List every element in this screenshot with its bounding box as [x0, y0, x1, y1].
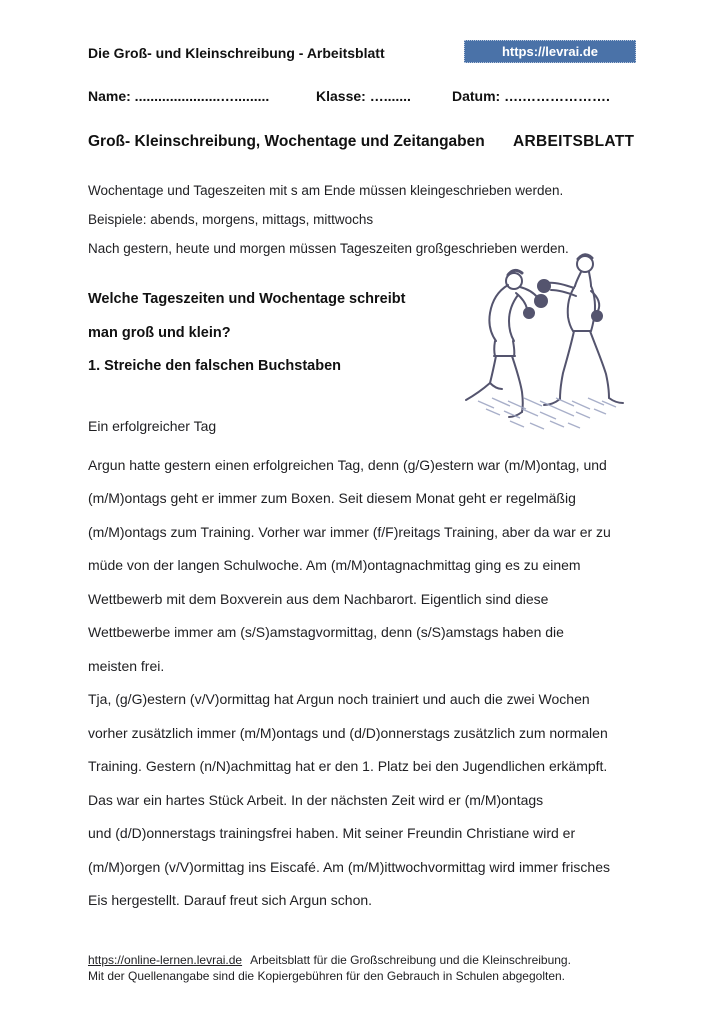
story-paragraph-2 [88, 683, 611, 918]
site-link-button[interactable]: https://levrai.de [464, 40, 636, 63]
story-line: Argun hatte gestern einen erfolgreichen Tag, denn (g/G)estern war (m/M)ontag, und [88, 456, 607, 473]
footer-line-2: Mit der Quellenangabe sind die Kopiergebühren für den Gebrauch in Schulen abgegolten. [88, 968, 565, 983]
intro-rules [88, 176, 569, 263]
story-line: und (d/D)onnerstags trainingsfrei haben. Mit seiner Freundin Christiane wird er [88, 825, 576, 841]
intro-example-line: Beispiele: abends, morgens, mittags, mittwochs [88, 212, 374, 227]
story-line: Wettbewerbe immer am (s/S)amstagvormittag, denn (s/S)amstags haben die [88, 624, 564, 640]
story-line: müde von der langen Schulwoche. Am (m/M)ontagnachmittag ging es zu einem [88, 557, 581, 573]
story-line: Wettbewerb mit dem Boxverein aus dem Nachbarort. Eigentlich sind diese [88, 590, 549, 607]
klasse-field: Klasse: …....... [316, 88, 411, 104]
name-field: Name: ......................…......... [88, 88, 270, 104]
footer-link[interactable]: https://online-lernen.levrai.de [88, 953, 243, 967]
story-line: (m/M)orgen (v/V)ormittag ins Eiscafé. Am (m/M)ittwochvormittag wird immer frisches [88, 858, 610, 875]
story-line: (m/M)ontags geht er immer zum Boxen. Seit diesem Monat geht er regelmäßig [88, 490, 576, 506]
footer [88, 953, 571, 984]
intro-rule-line: Nach gestern, heute und morgen müssen Tageszeiten großgeschrieben werden. [88, 241, 569, 256]
story-heading: Ein erfolgreicher Tag [88, 418, 217, 434]
story-line: vorher zusätzlich immer (m/M)ontags und (d/D)onnerstags zusätzlich zum normalen [88, 724, 608, 741]
story-line: meisten frei. [88, 657, 165, 674]
story-text [88, 410, 611, 918]
task-instruction: 1. Streiche den falschen Buchstaben [88, 358, 342, 374]
story-line: Das war ein hartes Stück Arbeit. In der nächsten Zeit wird er (m/M)ontags [88, 791, 544, 808]
task-question-line: Welche Tageszeiten und Wochentage schreibt [88, 291, 406, 307]
story-line: (m/M)ontags zum Training. Vorher war immer (f/F)reitags Training, aber da war er zu [88, 523, 611, 540]
arbeitsblatt-badge: ARBEITSBLATT [513, 133, 635, 150]
story-line: Tja, (g/G)estern (v/V)ormittag hat Argun noch trainiert und auch die zwei Wochen [88, 691, 590, 707]
footer-line-1 [88, 953, 571, 969]
story-line: Eis hergestellt. Darauf freut sich Argun schon. [88, 892, 373, 908]
story-line: Training. Gestern (n/N)achmittag hat er den 1. Platz bei den Jugendlichen erkämpft. [88, 758, 608, 774]
footer-description: Arbeitsblatt für die Großschreibung und die Kleinschreibung. [250, 953, 571, 967]
datum-field: Datum: ….………………. [452, 88, 610, 104]
task-block [88, 283, 405, 384]
document-title: Die Groß- und Kleinschreibung - Arbeitsblatt [88, 45, 385, 61]
task-question-line: man groß und klein? [88, 324, 231, 341]
worksheet-title: Groß- Kleinschreibung, Wochentage und Zeitangaben [88, 133, 485, 150]
story-paragraph-1 [88, 449, 611, 684]
intro-rule-line: Wochentage und Tageszeiten mit s am Ende müssen kleingeschrieben werden. [88, 183, 564, 198]
